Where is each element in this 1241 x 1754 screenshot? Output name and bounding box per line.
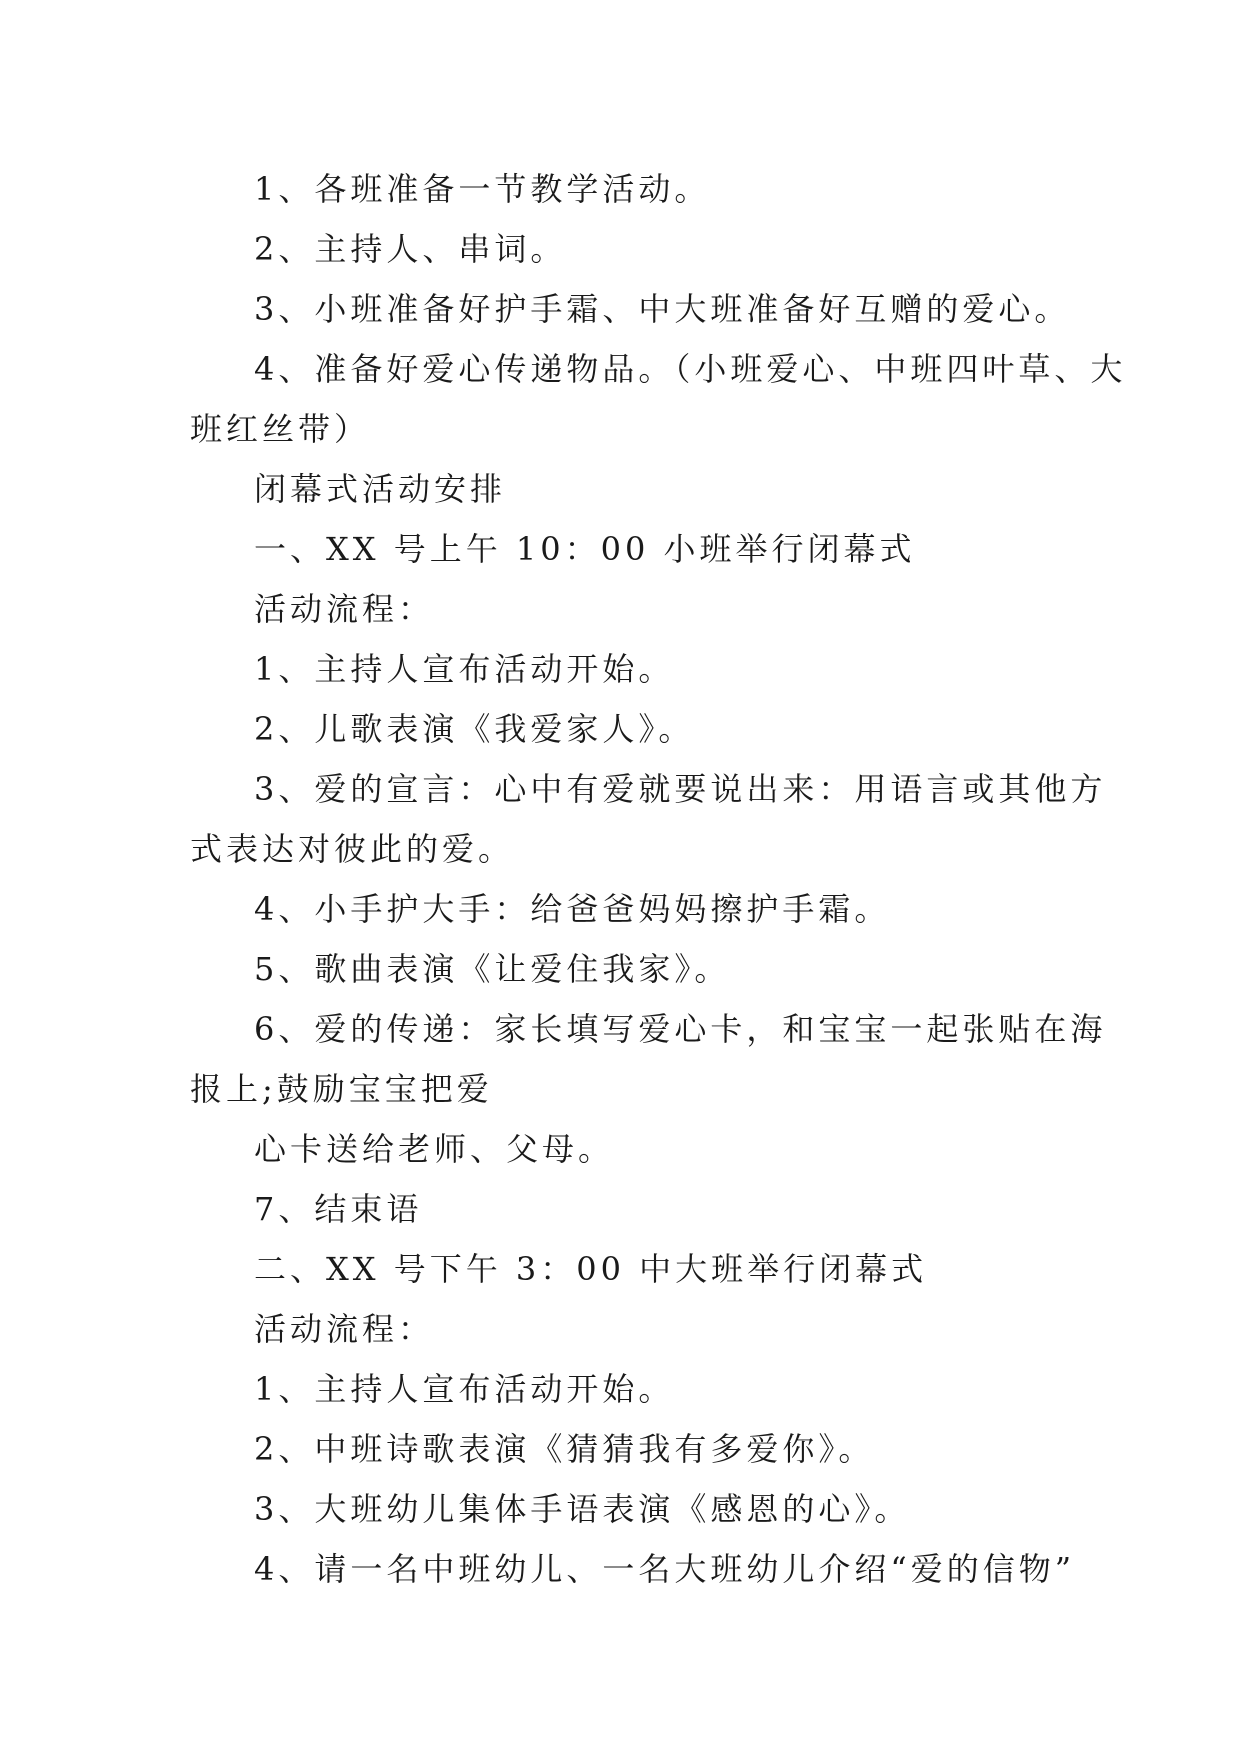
paragraph-line: 4、准备好爱心传递物品。（小班爱心、中班四叶草、大 (254, 350, 1127, 388)
paragraph-line: 3、爱的宣言：心中有爱就要说出来：用语言或其他方 (254, 770, 1107, 808)
subsection-heading: 二、XX 号下午 3：00 中大班举行闭幕式 (254, 1250, 928, 1288)
section-heading: 闭幕式活动安排 (254, 470, 507, 508)
paragraph-line: 心卡送给老师、父母。 (254, 1130, 615, 1168)
paragraph-line-continuation: 班红丝带） (190, 410, 371, 448)
paragraph-line: 6、爱的传递：家长填写爱心卡，和宝宝一起张贴在海 (254, 1010, 1107, 1048)
process-label: 活动流程： (254, 590, 435, 628)
paragraph-line: 7、结束语 (254, 1190, 423, 1228)
paragraph-line: 3、小班准备好护手霜、中大班准备好互赠的爱心。 (254, 290, 1071, 328)
process-label: 活动流程： (254, 1310, 435, 1348)
document-body (190, 159, 1127, 1599)
subsection-heading: 一、XX 号上午 10：00 小班举行闭幕式 (254, 530, 916, 568)
paragraph-line: 4、请一名中班幼儿、一名大班幼儿介绍“爱的信物” (254, 1550, 1076, 1588)
paragraph-line: 1、主持人宣布活动开始。 (254, 650, 675, 688)
paragraph-line: 4、小手护大手：给爸爸妈妈擦护手霜。 (254, 890, 891, 928)
paragraph-line-continuation: 式表达对彼此的爱。 (190, 830, 515, 868)
paragraph-line: 1、主持人宣布活动开始。 (254, 1370, 675, 1408)
paragraph-line: 5、歌曲表演《让爱住我家》。 (254, 950, 731, 988)
paragraph-line: 1、各班准备一节教学活动。 (254, 170, 711, 208)
paragraph-line: 2、儿歌表演《我爱家人》。 (254, 710, 695, 748)
paragraph-line: 3、大班幼儿集体手语表演《感恩的心》。 (254, 1490, 911, 1528)
paragraph-line: 2、中班诗歌表演《猜猜我有多爱你》。 (254, 1430, 875, 1468)
paragraph-line-continuation: 报上;鼓励宝宝把爱 (190, 1070, 493, 1108)
paragraph-line: 2、主持人、串词。 (254, 230, 567, 268)
